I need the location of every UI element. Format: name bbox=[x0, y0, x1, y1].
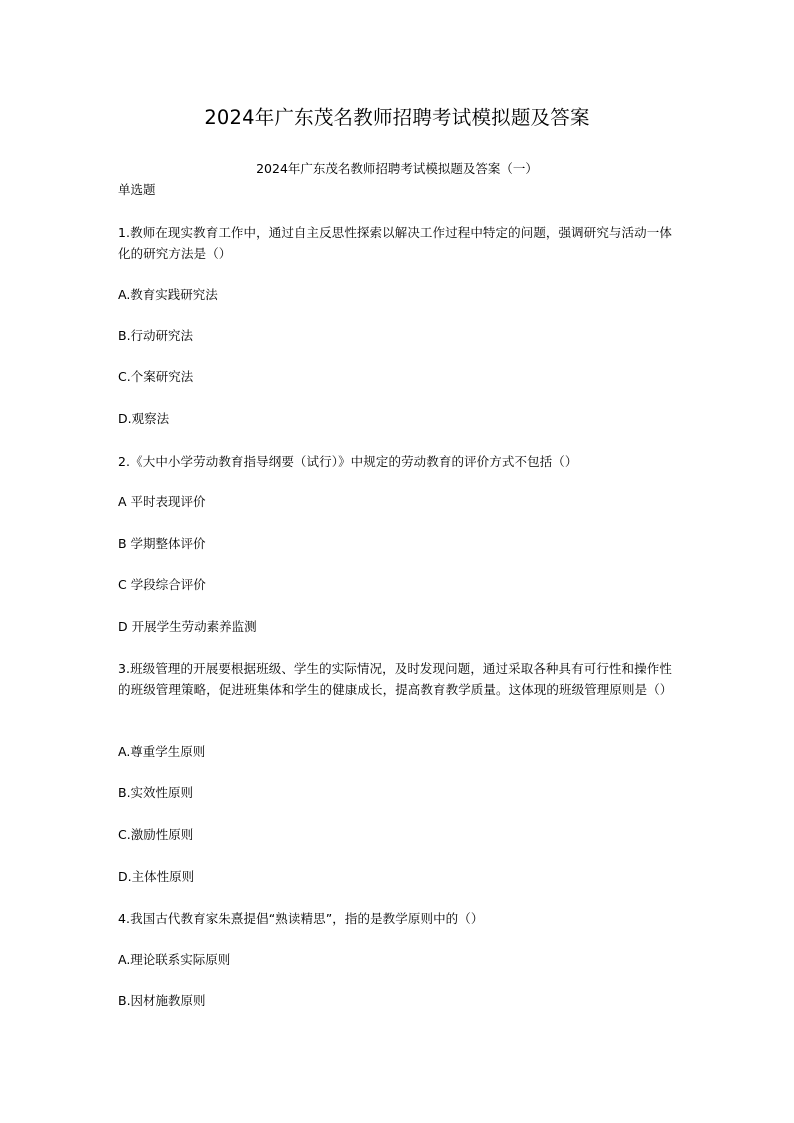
question-2: 2.《大中小学劳动教育指导纲要（试行）》中规定的劳动教育的评价方式不包括（） bbox=[118, 454, 578, 469]
question-1-option-c: C.个案研究法 bbox=[118, 369, 194, 384]
question-1-option-b: B.行动研究法 bbox=[118, 328, 194, 343]
question-2-option-d: D 开展学生劳动素养监测 bbox=[118, 619, 257, 634]
question-2-option-c: C 学段综合评价 bbox=[118, 577, 206, 592]
question-3: 3.班级管理的开展要根据班级、学生的实际情况，及时发现问题，通过采取各种具有可行性和操作性的班级管理策略，促进班集体和学生的健康成长，提高教育教学质量。这体现的班级管理原则是（） bbox=[118, 661, 673, 697]
document-subtitle: 2024年广东茂名教师招聘考试模拟题及答案（一） bbox=[256, 161, 538, 176]
question-1-option-d: D.观察法 bbox=[118, 411, 170, 426]
section-heading: 单选题 bbox=[118, 182, 156, 197]
document-title: 2024年广东茂名教师招聘考试模拟题及答案 bbox=[204, 106, 590, 129]
question-3-option-b: B.实效性原则 bbox=[118, 785, 194, 800]
question-1: 1.教师在现实教育工作中，通过自主反思性探索以解决工作过程中特定的问题，强调研究与活动一体化的研究方法是（） bbox=[118, 225, 672, 261]
question-2-option-a: A 平时表现评价 bbox=[118, 494, 206, 509]
question-1-option-a: A.教育实践研究法 bbox=[118, 287, 218, 302]
question-2-option-b: B 学期整体评价 bbox=[118, 536, 206, 551]
question-4-option-b: B.因材施教原则 bbox=[118, 993, 206, 1008]
question-4: 4.我国古代教育家朱熹提倡“熟读精思”，指的是教学原则中的（） bbox=[118, 911, 484, 926]
question-3-option-d: D.主体性原则 bbox=[118, 869, 195, 884]
question-3-option-c: C.激励性原则 bbox=[118, 827, 194, 842]
question-4-option-a: A.理论联系实际原则 bbox=[118, 952, 231, 967]
question-3-option-a: A.尊重学生原则 bbox=[118, 744, 206, 759]
